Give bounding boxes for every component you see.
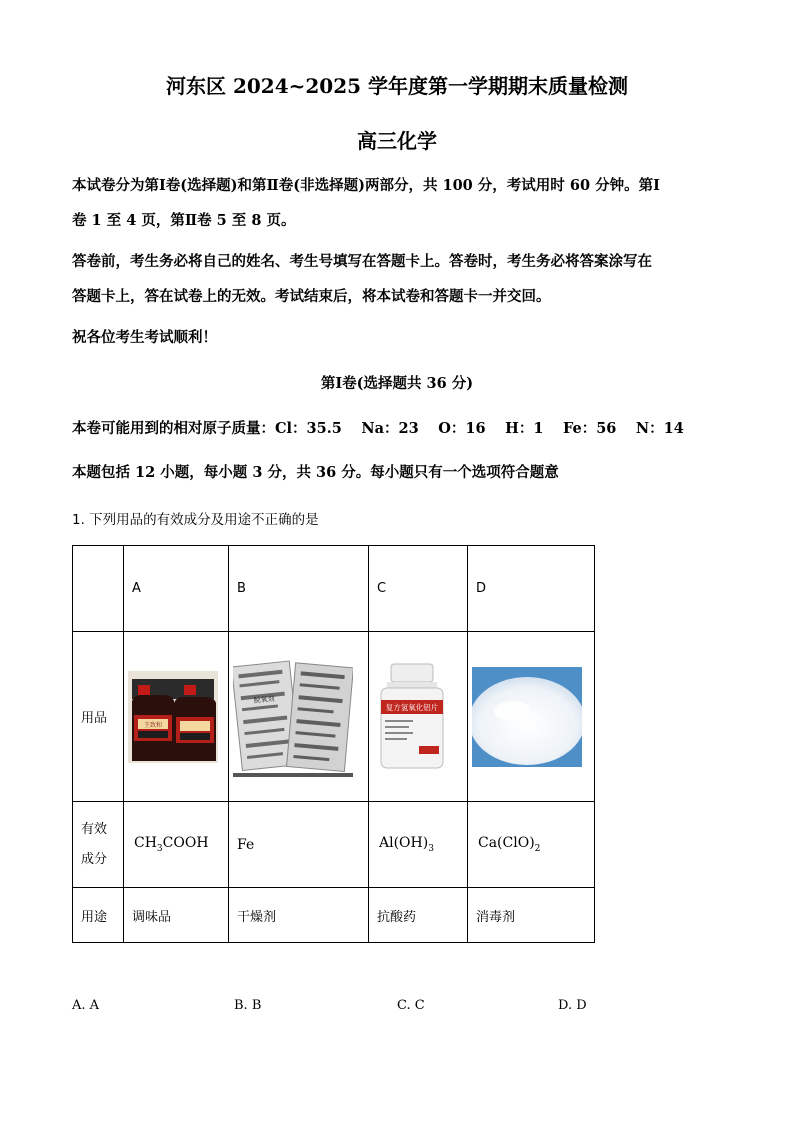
table-row-components <box>73 802 595 888</box>
table-header-b: B <box>229 546 369 632</box>
table-header-blank <box>73 546 124 632</box>
intro-line-1: 本试卷分为第Ⅰ卷(选择题)和第Ⅱ卷(非选择题)两部分，共 100 分，考试用时 60 分钟。第Ⅰ <box>72 177 660 194</box>
option-a[interactable]: A. A <box>72 998 100 1013</box>
use-b: 干燥剂 <box>229 888 369 943</box>
table-row-uses <box>73 888 595 943</box>
component-a-main: CH <box>134 835 157 852</box>
image-white-powder <box>468 632 595 802</box>
atomic-masses: 本卷可能用到的相对原子质量：Cl：35.5 Na：23 O：16 H：1 Fe：56 N：14 <box>72 420 684 437</box>
question-1-stem: 1. 下列用品的有效成分及用途不正确的是 <box>72 512 319 528</box>
component-a-subscript: 3 <box>156 843 163 854</box>
row-label-components-line-2: 成分 <box>81 851 108 867</box>
row-label-uses: 用途 <box>73 888 124 943</box>
component-c-subscript: 3 <box>428 843 434 854</box>
use-c: 抗酸药 <box>369 888 468 943</box>
option-b[interactable]: B. B <box>234 998 262 1013</box>
component-a-rest: COOH <box>162 835 209 852</box>
intro-line-2: 卷 1 至 4 页，第Ⅱ卷 5 至 8 页。 <box>72 212 296 229</box>
page-title: 河东区 2024~2025 学年度第一学期期末质量检测 <box>165 74 628 98</box>
table-header-a: A <box>124 546 229 632</box>
image-medicine-bottle <box>369 632 468 802</box>
row-label-components-line-1: 有效 <box>81 821 108 837</box>
component-b-formula: Fe <box>237 836 255 853</box>
image-c-label: 复方氢氧化铝片 <box>385 702 439 712</box>
image-b-label: 脱氧剂 <box>253 694 276 705</box>
intro-line-4: 答题卡上，答在试卷上的无效。考试结束后，将本试卷和答题卡一并交回。 <box>72 288 551 305</box>
component-c <box>369 802 468 888</box>
use-a: 调味品 <box>124 888 229 943</box>
option-d[interactable]: D. D <box>558 998 587 1013</box>
table-header-d: D <box>468 546 595 632</box>
row-label-components <box>73 802 124 888</box>
section-instructions: 本题包括 12 小题，每小题 3 分，共 36 分。每小题只有一个选项符合题意 <box>72 464 559 481</box>
use-d: 消毒剂 <box>468 888 595 943</box>
option-c[interactable]: C. C <box>397 998 425 1013</box>
component-d-subscript: 2 <box>534 843 541 854</box>
table-header-c: C <box>369 546 468 632</box>
table-header-row <box>73 546 595 632</box>
image-vinegar-bottles <box>124 632 229 802</box>
intro-line-3: 答卷前，考生务必将自己的姓名、考生号填写在答题卡上。答卷时，考生务必将答案涂写在 <box>72 253 652 270</box>
component-c-main: Al(OH) <box>379 835 429 852</box>
table-row-items <box>73 632 595 802</box>
component-d-main: Ca(ClO) <box>478 835 535 852</box>
component-b <box>229 802 369 888</box>
page-subtitle: 高三化学 <box>357 129 437 153</box>
question-1-table <box>72 545 595 943</box>
image-deoxidizer-packets <box>229 632 369 802</box>
component-a <box>124 802 229 888</box>
row-label-items: 用品 <box>73 632 124 802</box>
component-d <box>468 802 595 888</box>
intro-paragraph-2 <box>72 244 722 314</box>
intro-paragraph <box>72 168 722 238</box>
section-heading: 第Ⅰ卷(选择题共 36 分) <box>320 375 474 392</box>
wish-text: 祝各位考生考试顺利！ <box>72 329 217 346</box>
image-a-label: 王致和 <box>143 721 163 729</box>
